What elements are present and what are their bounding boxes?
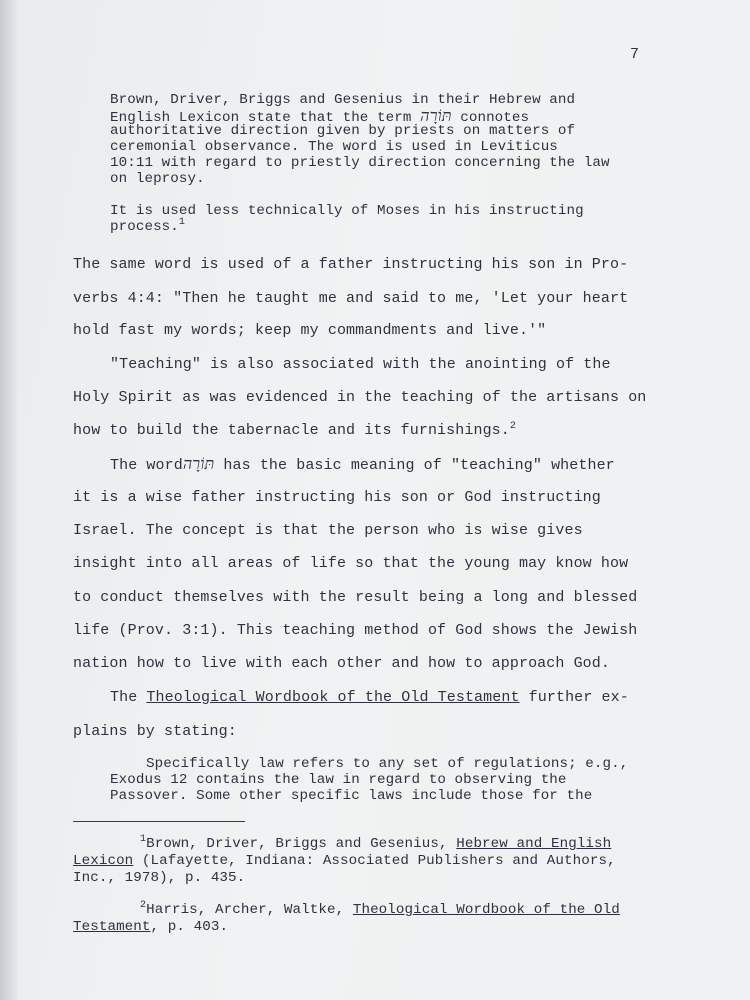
footnote1-text-a: Brown, Driver, Briggs and Gesenius,	[146, 836, 457, 852]
footnote1-title-b: Lexicon	[73, 853, 134, 869]
footnote2-text-a: Harris, Archer, Waltke,	[146, 902, 353, 918]
para4-line1-text-a: The	[110, 689, 147, 706]
para1-line2: verbs 4:4: "Then he taught me and said to me, 'Let your heart	[73, 290, 629, 307]
footnote2-title-b: Testament	[73, 919, 151, 935]
quote1-line6: on leprosy.	[110, 171, 205, 187]
footnote-ref-2: 2	[509, 421, 516, 432]
para3-line6: life (Prov. 3:1). This teaching method of God shows the Jewish	[73, 622, 638, 639]
footnote1-line2	[73, 854, 616, 869]
quote1-line2-text-a: English Lexicon state that the term	[110, 110, 421, 126]
page-edge-shadow	[0, 0, 18, 1000]
quote1-line1: Brown, Driver, Briggs and Gesenius in their Hebrew and	[110, 92, 576, 108]
para3-line3: Israel. The concept is that the person who is wise gives	[73, 522, 583, 539]
quote1-line7: It is used less technically of Moses in his instructing	[110, 203, 584, 219]
quote2-line1: Specifically law refers to any set of regulations; e.g.,	[146, 756, 629, 772]
hebrew-term-torah-2: תּוֹרָה	[182, 454, 215, 473]
quote1-line8-text: process.	[110, 219, 179, 235]
para2-line3-text: how to build the tabernacle and its furnishings.	[73, 422, 510, 439]
footnote1-line1	[140, 834, 612, 852]
para3-line4: insight into all areas of life so that the young may know how	[73, 555, 629, 572]
para4-line1-text-b: further ex-	[519, 689, 629, 706]
para2-line1: "Teaching" is also associated with the anointing of the	[110, 356, 611, 373]
book-title-twot: Theological Wordbook of the Old Testament	[146, 689, 520, 706]
para1-line3: hold fast my words; keep my commandments and live.'"	[73, 322, 547, 339]
page-number: 7	[630, 46, 640, 63]
para1-line1: The same word is used of a father instructing his son in Pro-	[73, 256, 629, 273]
footnote2-line1	[140, 900, 620, 918]
quote1-line2-text-b: connotes	[451, 110, 530, 126]
quote1-line8	[110, 217, 186, 235]
footnote2-text-b: , p. 403.	[150, 919, 229, 935]
para3-line5: to conduct themselves with the result being a long and blessed	[73, 589, 638, 606]
para2-line3	[73, 423, 516, 439]
footnote-separator	[73, 821, 245, 822]
footnote2-line2	[73, 920, 228, 935]
footnote1-line3: Inc., 1978), p. 435.	[73, 870, 246, 886]
footnote2-mark: 2	[140, 900, 147, 911]
para3-line1	[110, 456, 615, 474]
quote1-line5: 10:11 with regard to priestly direction concerning the law	[110, 155, 610, 171]
quote2-line2: Exodus 12 contains the law in regard to observing the	[110, 772, 567, 788]
footnote2-title-a: Theological Wordbook of the Old	[352, 902, 620, 918]
footnote1-text-b: (Lafayette, Indiana: Associated Publishers and Authors,	[133, 853, 616, 869]
para4-line1	[110, 690, 629, 706]
hebrew-term-torah: תּוֹרָה	[420, 106, 452, 125]
para3-line1-text-b: has the basic meaning of "teaching" whether	[214, 457, 615, 474]
quote2-line3: Passover. Some other specific laws include those for the	[110, 788, 593, 804]
para3-line2: it is a wise father instructing his son or God instructing	[73, 489, 601, 506]
para4-line2: plains by stating:	[73, 723, 237, 740]
quote1-line3: authoritative direction given by priests on matters of	[110, 123, 576, 139]
quote1-line4: ceremonial observance. The word is used in Leviticus	[110, 139, 558, 155]
para3-line7: nation how to live with each other and how to approach God.	[73, 655, 610, 672]
footnote1-mark: 1	[140, 834, 147, 845]
footnote1-title-a: Hebrew and English	[456, 836, 612, 852]
footnote-ref-1: 1	[178, 217, 186, 228]
para2-line2: Holy Spirit as was evidenced in the teaching of the artisans on	[73, 389, 647, 406]
para3-line1-text-a: The word	[110, 457, 183, 474]
